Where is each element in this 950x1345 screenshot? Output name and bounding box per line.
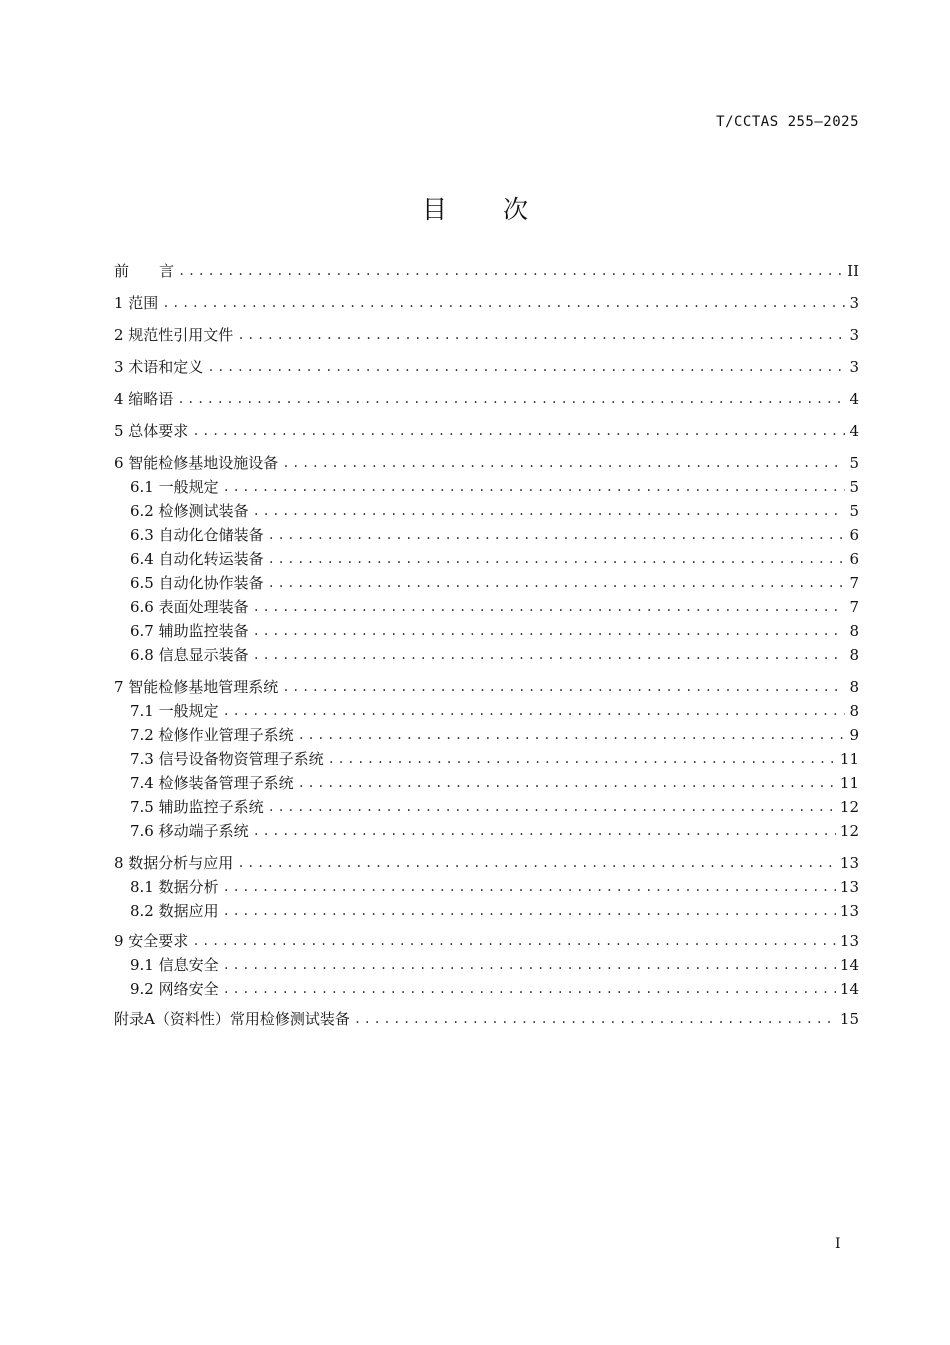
toc-entry-label: 9.1 信息安全 — [130, 956, 219, 974]
toc-entry-label: 5 总体要求 — [114, 422, 189, 440]
toc-entry-page: 4 — [849, 422, 859, 440]
toc-leader-dots — [223, 700, 845, 722]
toc-entry-page: 11 — [839, 750, 859, 768]
table-of-contents — [114, 260, 859, 1030]
toc-entry-label: 7.5 辅助监控子系统 — [130, 798, 264, 816]
toc-entry-page: II — [847, 262, 859, 280]
toc-entry[interactable] — [114, 260, 859, 282]
toc-leader-dots — [298, 724, 845, 746]
toc-entry[interactable] — [114, 748, 859, 770]
toc-entry-page: 3 — [849, 326, 859, 344]
toc-leader-dots — [253, 820, 836, 842]
toc-entry-label: 7.2 检修作业管理子系统 — [130, 726, 294, 744]
toc-entry[interactable] — [114, 930, 859, 952]
toc-leader-dots — [223, 978, 836, 1000]
toc-entry-label: 6.3 自动化仓储装备 — [130, 526, 264, 544]
toc-entry[interactable] — [114, 452, 859, 474]
toc-entry-label: 6.5 自动化协作装备 — [130, 574, 264, 592]
toc-entry[interactable] — [114, 596, 859, 618]
toc-entry-label: 6.8 信息显示装备 — [130, 646, 249, 664]
toc-entry-page: 13 — [839, 854, 859, 872]
toc-entry[interactable] — [114, 852, 859, 874]
page-title: 目次 — [421, 195, 584, 224]
toc-leader-dots — [268, 572, 845, 594]
toc-leader-dots — [223, 900, 836, 922]
toc-entry[interactable] — [114, 978, 859, 1000]
toc-entry-label: 7.3 信号设备物资管理子系统 — [130, 750, 324, 768]
toc-entry[interactable] — [114, 820, 859, 842]
toc-entry-label: 7 智能检修基地管理系统 — [114, 678, 279, 696]
toc-entry[interactable] — [114, 356, 859, 378]
toc-entry-page: 8 — [849, 702, 859, 720]
toc-entry-label: 3 术语和定义 — [114, 358, 204, 376]
toc-leader-dots — [282, 676, 845, 698]
toc-entry-page: 7 — [849, 574, 859, 592]
toc-entry[interactable] — [114, 772, 859, 794]
toc-leader-dots — [207, 356, 845, 378]
toc-entry-label: 4 缩略语 — [114, 390, 174, 408]
toc-entry-page: 5 — [849, 478, 859, 496]
toc-entry[interactable] — [114, 900, 859, 922]
toc-leader-dots — [223, 954, 836, 976]
toc-leader-dots — [298, 772, 836, 794]
toc-entry-page: 8 — [849, 622, 859, 640]
toc-leader-dots — [237, 324, 845, 346]
toc-entry-label: 附录A（资料性）常用检修测试装备 — [114, 1010, 350, 1028]
toc-entry[interactable] — [114, 954, 859, 976]
toc-leader-dots — [162, 292, 845, 314]
toc-entry[interactable] — [114, 644, 859, 666]
toc-leader-dots — [223, 876, 836, 898]
page-number: I — [835, 1236, 841, 1252]
toc-leader-dots — [192, 420, 845, 442]
toc-entry-page: 8 — [849, 646, 859, 664]
toc-leader-dots — [354, 1008, 836, 1030]
toc-entry-label: 1 范围 — [114, 294, 159, 312]
toc-leader-dots — [192, 930, 836, 952]
toc-entry[interactable] — [114, 620, 859, 642]
toc-entry-page: 15 — [839, 1010, 859, 1028]
toc-entry-label: 8.2 数据应用 — [130, 902, 219, 920]
toc-entry[interactable] — [114, 676, 859, 698]
toc-entry-page: 5 — [849, 454, 859, 472]
document-code: T/CCTAS 255—2025 — [716, 114, 859, 130]
toc-entry-page: 6 — [849, 550, 859, 568]
toc-leader-dots — [237, 852, 836, 874]
toc-entry[interactable] — [114, 724, 859, 746]
toc-entry-label: 6 智能检修基地设施设备 — [114, 454, 279, 472]
toc-entry-page: 3 — [849, 294, 859, 312]
toc-entry-page: 9 — [849, 726, 859, 744]
toc-leader-dots — [253, 500, 845, 522]
toc-entry-label: 7.1 一般规定 — [130, 702, 219, 720]
toc-entry-label: 2 规范性引用文件 — [114, 326, 234, 344]
toc-entry-page: 12 — [839, 798, 859, 816]
toc-entry[interactable] — [114, 700, 859, 722]
toc-entry-page: 6 — [849, 526, 859, 544]
toc-entry-label: 6.4 自动化转运装备 — [130, 550, 264, 568]
toc-entry-page: 13 — [839, 932, 859, 950]
toc-entry-page: 12 — [839, 822, 859, 840]
toc-leader-dots — [268, 548, 845, 570]
toc-entry-page: 14 — [839, 980, 859, 998]
toc-entry[interactable] — [114, 876, 859, 898]
toc-entry[interactable] — [114, 388, 859, 410]
toc-entry-label: 6.2 检修测试装备 — [130, 502, 249, 520]
toc-entry-page: 5 — [849, 502, 859, 520]
toc-leader-dots — [268, 796, 836, 818]
toc-entry-page: 3 — [849, 358, 859, 376]
toc-entry[interactable] — [114, 324, 859, 346]
toc-entry[interactable] — [114, 476, 859, 498]
toc-entry-page: 11 — [839, 774, 859, 792]
toc-entry[interactable] — [114, 420, 859, 442]
toc-leader-dots — [253, 620, 845, 642]
toc-entry-page: 7 — [849, 598, 859, 616]
toc-entry[interactable] — [114, 500, 859, 522]
toc-leader-dots — [253, 644, 845, 666]
toc-entry[interactable] — [114, 292, 859, 314]
toc-entry-label: 6.1 一般规定 — [130, 478, 219, 496]
toc-leader-dots — [282, 452, 845, 474]
toc-entry[interactable] — [114, 796, 859, 818]
toc-entry[interactable] — [114, 548, 859, 570]
toc-entry-page: 4 — [849, 390, 859, 408]
toc-entry-page: 8 — [849, 678, 859, 696]
toc-entry-label: 7.4 检修装备管理子系统 — [130, 774, 294, 792]
toc-entry-label: 7.6 移动端子系统 — [130, 822, 249, 840]
toc-entry-label: 6.7 辅助监控装备 — [130, 622, 249, 640]
toc-entry-label: 9.2 网络安全 — [130, 980, 219, 998]
toc-entry[interactable] — [114, 572, 859, 594]
toc-entry[interactable] — [114, 524, 859, 546]
toc-leader-dots — [178, 260, 843, 282]
toc-entry-page: 13 — [839, 902, 859, 920]
toc-leader-dots — [177, 388, 845, 410]
toc-entry-page: 14 — [839, 956, 859, 974]
toc-leader-dots — [328, 748, 836, 770]
toc-leader-dots — [268, 524, 845, 546]
toc-leader-dots — [223, 476, 845, 498]
toc-entry-label: 前 言 — [114, 262, 175, 280]
toc-entry-label: 6.6 表面处理装备 — [130, 598, 249, 616]
toc-entry-label: 8 数据分析与应用 — [114, 854, 234, 872]
toc-leader-dots — [253, 596, 845, 618]
toc-entry[interactable] — [114, 1008, 859, 1030]
toc-entry-label: 8.1 数据分析 — [130, 878, 219, 896]
toc-entry-page: 13 — [839, 878, 859, 896]
toc-entry-label: 9 安全要求 — [114, 932, 189, 950]
